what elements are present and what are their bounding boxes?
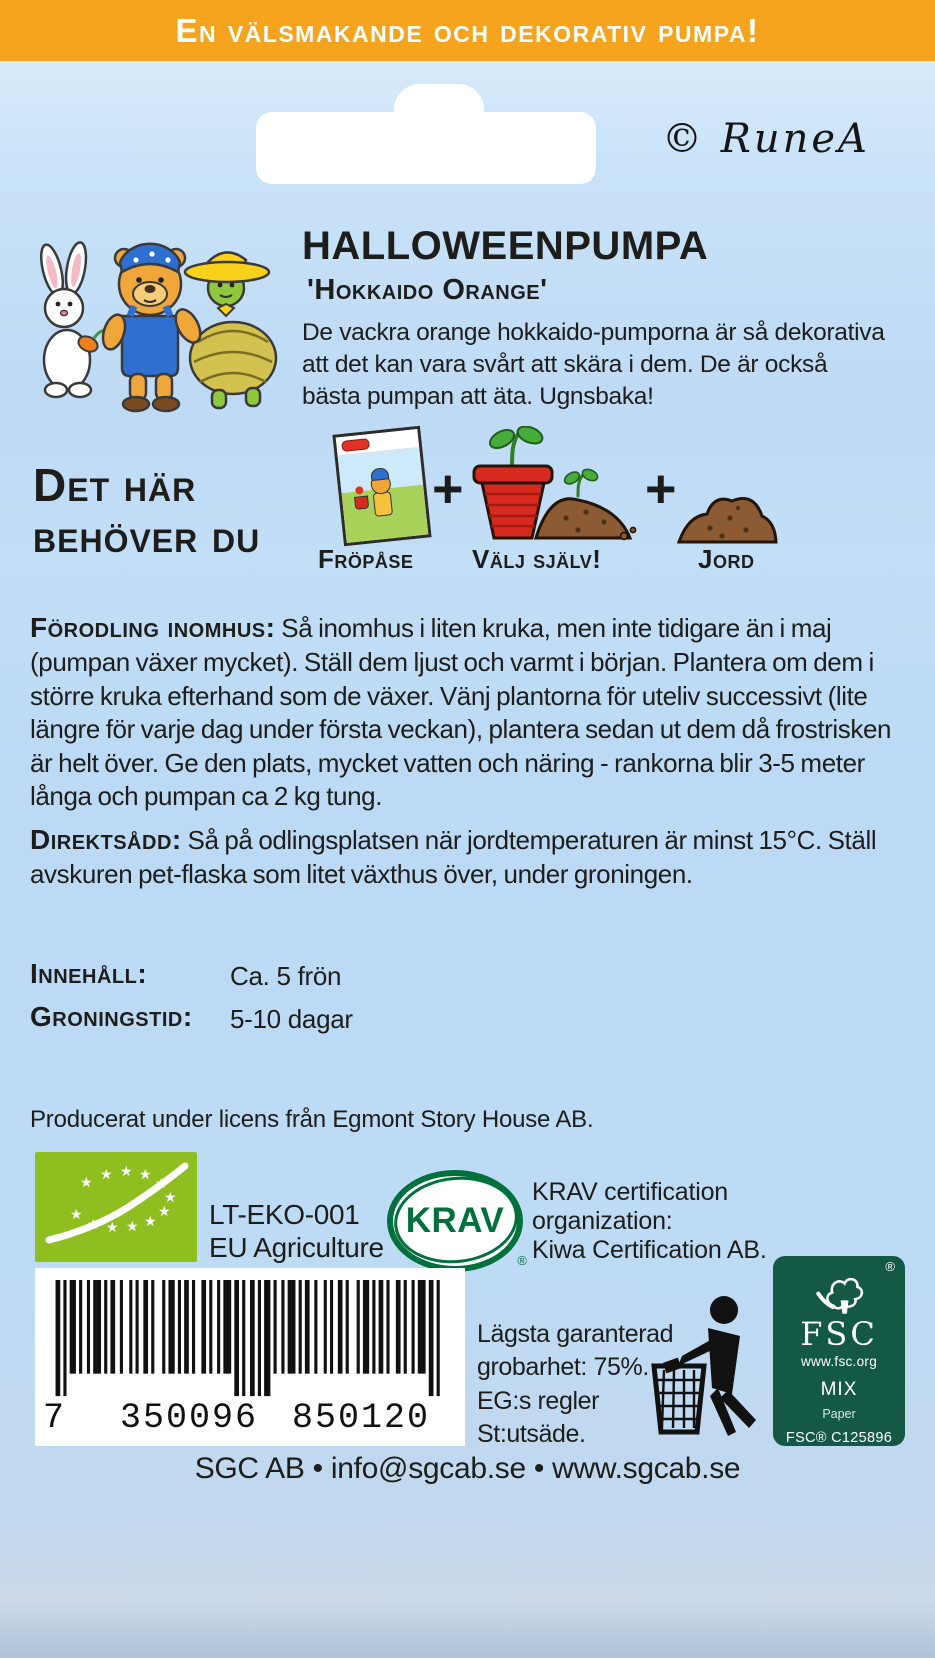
fact-germination-time: Groningstid: 5-10 dagar <box>30 1001 353 1034</box>
barcode-bars <box>43 1280 457 1398</box>
label-pot: Välj själv! <box>472 544 602 574</box>
krav-wordmark: KRAV <box>405 1201 505 1240</box>
plus-sign-2: + <box>645 459 677 519</box>
barcode-digits-group1: 350096 <box>119 1398 259 1438</box>
soil-icon <box>674 474 782 548</box>
plus-sign-1: + <box>432 459 464 519</box>
eu-star-icon: ★ <box>106 1219 119 1235</box>
krav-logo <box>387 1170 527 1272</box>
germination-note: Lägsta garanterad grobarhet: 75%. EG:s regler St:utsäde. <box>477 1320 674 1448</box>
rabbit-character <box>37 241 106 397</box>
barcode-digit-left: 7 <box>43 1398 65 1438</box>
needs-heading: Det här behöver du <box>33 459 261 562</box>
fsc-label <box>773 1256 905 1446</box>
eu-star-icon: ★ <box>80 1174 93 1190</box>
instruction-direct-sow <box>30 822 916 892</box>
eu-organic-logo <box>35 1152 197 1262</box>
instruction-direct-sow-text: Så på odlingsplatsen när jordtemperaturen är minst 15°C. Ställ avskuren pet-flaska som litet växthus över, under groningen. <box>30 824 877 889</box>
eu-organic-text <box>209 1198 384 1264</box>
footer-contact: SGC AB • info@sgcab.se • www.sgcab.se <box>194 1452 741 1485</box>
instruction-indoor <box>30 610 916 814</box>
eu-star-icon: ★ <box>120 1163 133 1179</box>
hang-tab <box>256 112 596 184</box>
eu-origin: EU Agriculture <box>209 1232 384 1264</box>
fsc-tree-icon <box>806 1269 872 1316</box>
eu-leaf-swoosh <box>35 1152 197 1262</box>
eu-star-icon: ★ <box>144 1213 157 1229</box>
product-title: HALLOWEENPUMPA <box>302 224 709 268</box>
eu-star-icon: ★ <box>70 1206 83 1222</box>
instruction-indoor-label: Förodling inomhus: <box>30 612 276 643</box>
title-block <box>302 226 902 413</box>
mini-logo <box>341 438 370 452</box>
fsc-url: www.fsc.org <box>800 1354 878 1369</box>
instruction-direct-sow-label: Direktsådd: <box>30 823 182 855</box>
eu-star-icon: ★ <box>155 1175 168 1191</box>
product-variety: 'Hokkaido Orange' <box>307 274 548 306</box>
top-banner <box>0 0 935 61</box>
fsc-material: Paper <box>822 1407 856 1421</box>
instructions-section <box>30 610 916 899</box>
banner-text: En välsmakande och dekorativ pumpa! <box>175 11 760 49</box>
eu-star-icon: ★ <box>87 1216 100 1232</box>
label-seed-packet: Fröpåse <box>318 544 414 574</box>
artist-credit: © RuneA <box>662 116 870 162</box>
eu-star-icon: ★ <box>164 1189 177 1205</box>
eu-star-icon: ★ <box>158 1203 171 1219</box>
fsc-license-code: FSC® C125896 <box>785 1430 893 1446</box>
tidyman-litter-icon <box>644 1286 770 1444</box>
seed-packet-icon <box>332 426 431 547</box>
pot-sprout-icon <box>466 426 638 546</box>
barcode-digits-group2: 850120 <box>291 1398 431 1438</box>
fsc-registered-mark: ® <box>885 1259 895 1274</box>
eu-star-icon: ★ <box>100 1166 113 1182</box>
eu-star-icon: ★ <box>139 1166 152 1182</box>
eu-code: LT-EKO-001 <box>209 1199 360 1230</box>
krav-registered-mark: ® <box>517 1253 527 1268</box>
fsc-grade: MIX <box>820 1379 858 1400</box>
barcode <box>35 1268 465 1446</box>
instruction-indoor-text: Så inomhus i liten kruka, men inte tidigare än i maj (pumpan växer mycket). Ställ dem ljust och varmt i början. Plantera om dem i större kruka efterhand som de växer. Vänj plantorna för uteliv successivt (lite längre för varje dag under första veckan), plantera sedan ut dem då frostrisken är helt över. Ge den plats, mycket vatten och näring - rankorna blir 3-5 meter långa och pumpan ca 2 kg tung. <box>30 613 892 812</box>
bamse-characters-illustration <box>18 192 303 430</box>
facts-section <box>30 958 353 1044</box>
krav-certification-text: KRAV certification organization: Kiwa Certification AB. <box>532 1178 767 1264</box>
eu-star-icon: ★ <box>126 1218 139 1234</box>
label-soil: Jord <box>698 544 755 574</box>
fsc-wordmark: FSC <box>800 1315 878 1353</box>
fact-contents: Innehåll: Ca. 5 frön <box>30 958 342 991</box>
license-note: Producerat under licens från Egmont Story House AB. <box>30 1106 594 1133</box>
product-description: De vackra orange hokkaido-pumporna är så dekorativa att det kan vara svårt att skära i dem. De är också bästa pumpan att äta. Ugnsbaka! <box>302 319 885 410</box>
